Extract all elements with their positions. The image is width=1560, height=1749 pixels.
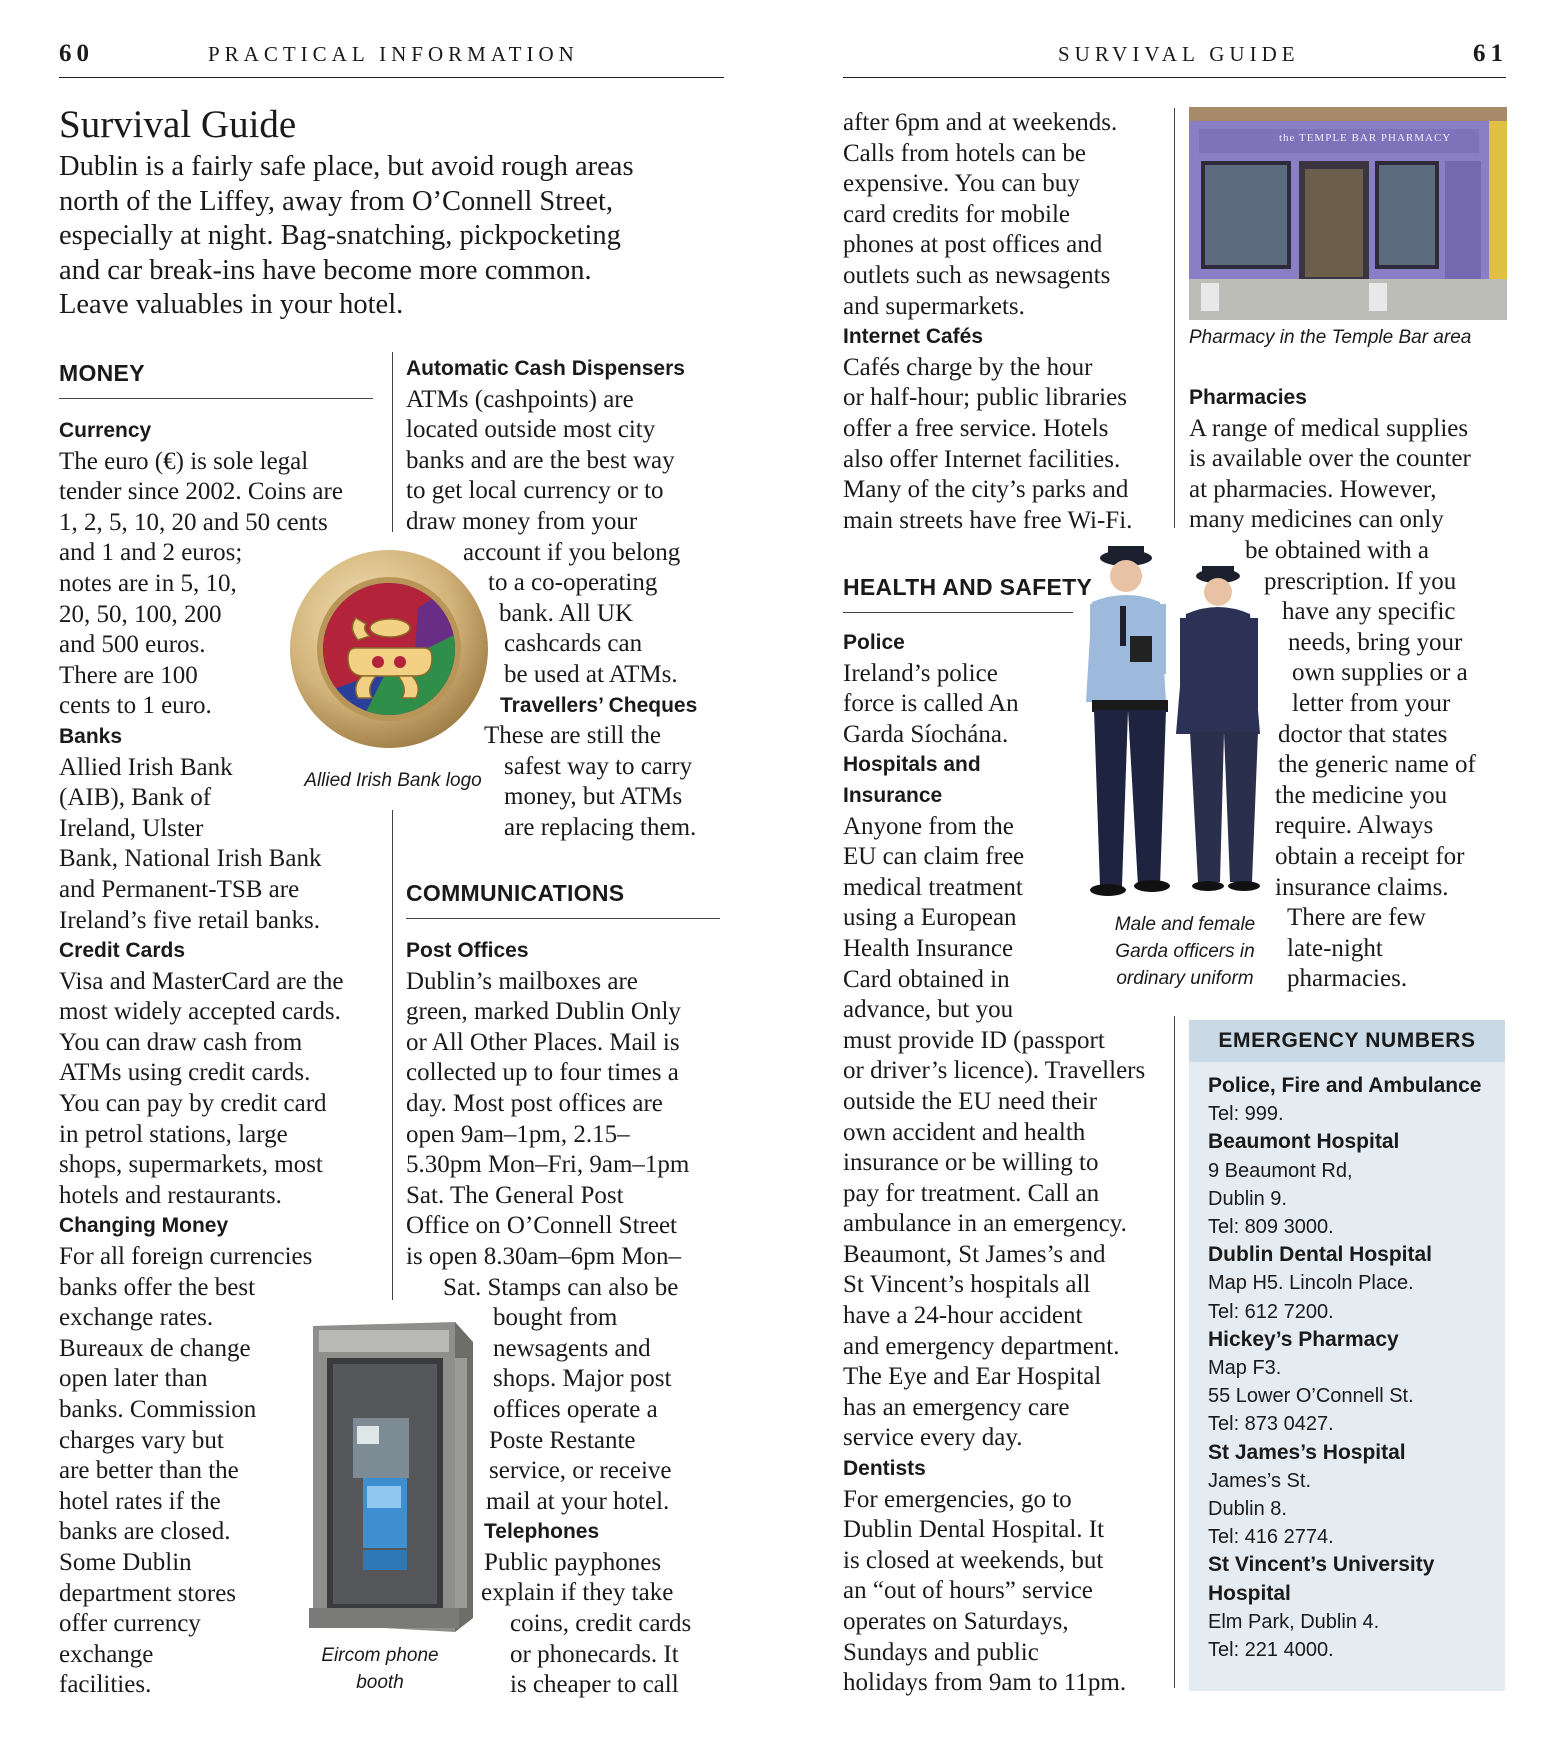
body-line: account if you belong — [463, 538, 681, 566]
body-line: Ireland’s police — [843, 659, 998, 687]
atm-column — [406, 354, 736, 844]
emergency-entry-detail: Tel: 416 2774. — [1208, 1526, 1334, 1549]
body-line: Health Insurance — [843, 934, 1014, 962]
caption-line: Garda officers in — [1115, 941, 1255, 962]
body-line: hotels and restaurants. — [59, 1181, 282, 1209]
emergency-entry-detail: Map F3. — [1208, 1357, 1282, 1380]
emergency-entry-detail: Dublin 9. — [1208, 1187, 1287, 1210]
emergency-entry-detail: Dublin 8. — [1208, 1498, 1287, 1521]
body-line: Some Dublin — [59, 1548, 192, 1576]
body-line: and emergency department. — [843, 1332, 1120, 1360]
body-line: have a 24-hour accident — [843, 1302, 1083, 1330]
body-line: Garda Síochána. — [843, 720, 1009, 748]
body-line: or phonecards. It — [510, 1640, 679, 1668]
body-line: open later than — [59, 1365, 208, 1393]
body-line: There are 100 — [59, 661, 198, 689]
pharmacy-sign: the TEMPLE BAR PHARMACY — [1279, 132, 1452, 144]
body-line: also offer Internet facilities. — [843, 445, 1121, 473]
body-line: are better than the — [59, 1457, 239, 1485]
body-line: to a co-operating — [488, 569, 658, 597]
body-line: Bank, National Irish Bank — [59, 845, 322, 873]
body-line: draw money from your — [406, 507, 638, 535]
body-line: and supermarkets. — [843, 292, 1025, 320]
body-line: shops. Major post — [493, 1365, 672, 1393]
eircom-phone-booth-photo — [305, 1318, 475, 1636]
body-line: mail at your hotel. — [486, 1487, 670, 1515]
body-line: holidays from 9am to 11pm. — [843, 1669, 1127, 1697]
intro-line: Leave valuables in your hotel. — [59, 289, 404, 320]
body-line: Bureaux de change — [59, 1334, 251, 1362]
page-title: Survival Guide — [59, 103, 297, 146]
body-line: 1, 2, 5, 10, 20 and 50 cents — [59, 508, 328, 536]
body-line: or driver’s licence). Travellers — [843, 1057, 1146, 1085]
body-line: medical treatment — [843, 873, 1023, 901]
body-line: Dublin Dental Hospital. It — [843, 1516, 1105, 1544]
money-rule — [59, 398, 373, 399]
body-line: in petrol stations, large — [59, 1120, 288, 1148]
body-line: Dublin’s mailboxes are — [406, 967, 638, 995]
body-line: card credits for mobile — [843, 200, 1070, 228]
left-page-number: 60 — [59, 40, 94, 67]
body-line: open 9am–1pm, 2.15– — [406, 1120, 630, 1148]
body-line: The euro (€) is sole legal — [59, 447, 309, 475]
body-line: advance, but you — [843, 996, 1014, 1024]
emergency-entry-name: Hickey’s Pharmacy — [1208, 1327, 1399, 1351]
body-line: and 1 and 2 euros; — [59, 539, 243, 567]
body-line: St Vincent’s hospitals all — [843, 1271, 1091, 1299]
communications-heading: COMMUNICATIONS — [406, 880, 625, 906]
aib-logo-caption: Allied Irish Bank logo — [304, 770, 482, 791]
body-line: Anyone from the — [843, 812, 1014, 840]
caption-line: ordinary uniform — [1116, 968, 1254, 989]
intro-line: and car break-ins have become more common. — [59, 254, 592, 286]
body-line: banks are closed. — [59, 1518, 231, 1546]
intro-line: Dublin is a fairly safe place, but avoid rough areas — [59, 151, 634, 182]
emergency-entry-name: Police, Fire and Ambulance — [1208, 1074, 1482, 1097]
body-line: cashcards can — [504, 630, 643, 658]
body-line: explain if they take — [481, 1579, 674, 1607]
telephones-continued — [843, 108, 1173, 536]
body-line: For emergencies, go to — [843, 1485, 1072, 1513]
emergency-entry-detail: Tel: 873 0427. — [1208, 1413, 1334, 1436]
body-line: is open 8.30am–6pm Mon– — [406, 1242, 681, 1270]
police-heading: Police — [843, 631, 905, 654]
left-running-head: PRACTICAL INFORMATION — [208, 42, 579, 66]
body-line: shops, supermarkets, most — [59, 1151, 323, 1179]
emergency-entry-detail: Tel: 612 7200. — [1208, 1300, 1334, 1323]
body-line: safest way to carry — [504, 752, 693, 780]
column-rule — [392, 810, 393, 1300]
body-line: day. Most post offices are — [406, 1089, 663, 1117]
body-line: exchange rates. — [59, 1304, 214, 1332]
body-line: pharmacies. — [1287, 965, 1408, 993]
body-line: insurance claims. — [1275, 873, 1449, 901]
emergency-entry-detail: 55 Lower O’Connell St. — [1208, 1385, 1414, 1408]
intro-line: especially at night. Bag-snatching, pickpocketing — [59, 220, 621, 251]
phone-booth-caption — [305, 1642, 455, 1696]
intro-line: north of the Liffey, away from O’Connell Street, — [59, 185, 614, 217]
body-line: are replacing them. — [504, 813, 697, 841]
body-line: department stores — [59, 1579, 237, 1607]
internet-cafes-heading: Internet Cafés — [843, 325, 984, 349]
caption-line: booth — [356, 1672, 404, 1693]
body-line: offer currency — [59, 1610, 201, 1638]
emergency-entry-detail: Tel: 809 3000. — [1208, 1216, 1334, 1239]
body-line: late-night — [1287, 934, 1383, 962]
body-line: You can draw cash from — [59, 1028, 303, 1056]
body-line: pay for treatment. Call an — [843, 1179, 1100, 1207]
communications-rule — [406, 918, 720, 919]
body-line: and 500 euros. — [59, 631, 206, 659]
body-line: ambulance in an emergency. — [843, 1210, 1127, 1238]
body-line: obtain a receipt for — [1275, 842, 1465, 870]
atm-heading: Automatic Cash Dispensers — [406, 357, 685, 380]
body-line: using a European — [843, 904, 1017, 932]
body-line: or All Other Places. Mail is — [406, 1028, 680, 1056]
body-line: phones at post offices and — [843, 231, 1103, 259]
body-line: own supplies or a — [1292, 659, 1468, 687]
body-line: These are still the — [484, 722, 662, 750]
caption-line: Male and female — [1114, 914, 1256, 935]
body-line: coins, credit cards — [510, 1610, 692, 1638]
body-line: prescription. If you — [1264, 567, 1457, 595]
money-heading: MONEY — [59, 360, 145, 386]
body-line: Sat. Stamps can also be — [443, 1273, 679, 1301]
body-line: most widely accepted cards. — [59, 998, 341, 1026]
body-line: insurance or be willing to — [843, 1149, 1099, 1177]
body-line: Public payphones — [484, 1548, 662, 1576]
body-line: after 6pm and at weekends. — [843, 109, 1118, 136]
temple-bar-pharmacy-photo — [1189, 107, 1507, 320]
health-safety-rule — [843, 612, 1073, 613]
body-line: There are few — [1287, 904, 1426, 932]
body-line: banks and are the best way — [406, 446, 675, 474]
body-line: outlets such as newsagents — [843, 261, 1111, 289]
currency-heading: Currency — [59, 419, 152, 442]
hospitals-heading: Hospitals and — [843, 753, 981, 777]
body-line: to get local currency or to — [406, 477, 664, 505]
banks-heading: Banks — [59, 724, 123, 748]
body-line: Many of the city’s parks and — [843, 476, 1129, 504]
emergency-entry-detail: Elm Park, Dublin 4. — [1208, 1610, 1380, 1633]
changing-money-heading: Changing Money — [59, 1214, 229, 1238]
body-line: bought from — [493, 1304, 618, 1332]
body-line: Visa and MasterCard are the — [59, 967, 344, 995]
body-line: has an emergency care — [843, 1393, 1070, 1421]
left-header-rule — [59, 77, 724, 78]
body-line: is cheaper to call — [510, 1671, 679, 1699]
body-line: be used at ATMs. — [504, 660, 678, 688]
body-line: collected up to four times a — [406, 1059, 679, 1087]
body-line: Cafés charge by the hour — [843, 353, 1093, 381]
emergency-entry-detail: Tel: 999. — [1208, 1103, 1284, 1126]
body-line: Calls from hotels can be — [843, 139, 1086, 167]
body-line: Allied Irish Bank — [59, 753, 233, 781]
body-line: A range of medical supplies — [1189, 414, 1469, 442]
pharmacy-caption: Pharmacy in the Temple Bar area — [1189, 327, 1472, 348]
post-offices-heading: Post Offices — [406, 939, 529, 962]
body-line: own accident and health — [843, 1118, 1086, 1146]
body-line: needs, bring your — [1288, 628, 1463, 656]
body-line: located outside most city — [406, 416, 656, 444]
body-line: the generic name of — [1278, 751, 1476, 779]
body-line: is closed at weekends, but — [843, 1546, 1104, 1574]
right-page-number: 61 — [1473, 40, 1508, 67]
body-line: hotel rates if the — [59, 1487, 221, 1515]
body-line: an “out of hours” service — [843, 1577, 1093, 1605]
body-line: doctor that states — [1278, 720, 1448, 748]
body-line: the medicine you — [1275, 781, 1448, 809]
body-line: Sundays and public — [843, 1638, 1039, 1666]
body-line: green, marked Dublin Only — [406, 998, 681, 1026]
body-line: charges vary but — [59, 1426, 224, 1454]
body-line: The Eye and Ear Hospital — [843, 1363, 1102, 1391]
body-line: or half-hour; public libraries — [843, 384, 1127, 412]
emergency-entry-detail: James’s St. — [1208, 1469, 1311, 1492]
body-line: expensive. You can buy — [843, 170, 1080, 198]
body-line: require. Always — [1275, 812, 1434, 840]
body-line: offer a free service. Hotels — [843, 414, 1109, 442]
body-line: many medicines can only — [1189, 506, 1444, 534]
emergency-entry-name: St Vincent’s University Hospital — [1208, 1553, 1435, 1605]
body-line: service, or receive — [489, 1457, 672, 1485]
body-line: Poste Restante — [489, 1426, 636, 1454]
caption-line: Eircom phone — [321, 1645, 439, 1666]
body-line: You can pay by credit card — [59, 1090, 327, 1118]
body-line: service every day. — [843, 1424, 1023, 1452]
body-line: at pharmacies. However, — [1189, 475, 1437, 503]
credit-cards-heading: Credit Cards — [59, 939, 186, 963]
hospitals-heading: Insurance — [843, 783, 943, 807]
body-line: Office on O’Connell Street — [406, 1212, 677, 1240]
body-line: Ireland’s five retail banks. — [59, 906, 321, 934]
body-line: Card obtained in — [843, 965, 1010, 993]
body-line: EU can claim free — [843, 843, 1025, 871]
body-line: outside the EU need their — [843, 1087, 1098, 1115]
body-line: be obtained with a — [1245, 536, 1429, 564]
emergency-entry-name: Dublin Dental Hospital — [1208, 1243, 1433, 1267]
body-line: newsagents and — [493, 1334, 651, 1362]
body-line: must provide ID (passport — [843, 1026, 1105, 1054]
emergency-entry-detail: Map H5. Lincoln Place. — [1208, 1272, 1414, 1295]
body-line: Sat. The General Post — [406, 1181, 624, 1209]
body-line: is available over the counter — [1189, 445, 1471, 473]
body-line: ATMs using credit cards. — [59, 1059, 311, 1087]
body-line: 5.30pm Mon–Fri, 9am–1pm — [406, 1151, 690, 1179]
phone-booth-icon — [305, 1318, 475, 1636]
body-line: notes are in 5, 10, — [59, 569, 237, 597]
body-line: and Permanent-TSB are — [59, 875, 300, 903]
body-line: have any specific — [1282, 598, 1456, 626]
travellers-cheques-heading: Travellers’ Cheques — [500, 693, 698, 717]
body-line: force is called An — [843, 690, 1019, 718]
body-line: For all foreign currencies — [59, 1243, 313, 1271]
pharmacies-heading: Pharmacies — [1189, 386, 1307, 409]
dentists-heading: Dentists — [843, 1457, 926, 1481]
pharmacies-column — [1189, 383, 1519, 995]
body-line: exchange — [59, 1640, 154, 1668]
emergency-entry-detail: Tel: 221 4000. — [1208, 1639, 1334, 1662]
body-line: letter from your — [1292, 689, 1451, 717]
body-line: (AIB), Bank of — [59, 784, 212, 812]
body-line: banks. Commission — [59, 1396, 257, 1423]
body-line: tender since 2002. Coins are — [59, 478, 343, 506]
body-line: banks offer the best — [59, 1273, 256, 1301]
body-line: 20, 50, 100, 200 — [59, 600, 222, 628]
column-rule — [392, 352, 393, 532]
body-line: offices operate a — [493, 1395, 658, 1423]
body-line: Beaumont, St James’s and — [843, 1240, 1106, 1268]
right-header-rule — [843, 77, 1506, 78]
body-line: money, but ATMs — [504, 783, 683, 811]
body-line: facilities. — [59, 1671, 152, 1699]
column-rule — [1174, 1016, 1175, 1688]
health-safety-heading: HEALTH AND SAFETY — [843, 574, 1093, 600]
body-line: cents to 1 euro. — [59, 692, 212, 720]
emergency-entry-name: Beaumont Hospital — [1208, 1130, 1400, 1154]
body-line: Ireland, Ulster — [59, 814, 204, 842]
telephones-heading: Telephones — [484, 1520, 600, 1544]
body-line: bank. All UK — [499, 599, 634, 627]
body-line: ATMs (cashpoints) are — [406, 385, 634, 413]
emergency-entry-detail: 9 Beaumont Rd, — [1208, 1159, 1353, 1182]
body-line: operates on Saturdays, — [843, 1608, 1069, 1635]
intro-paragraph — [59, 150, 729, 323]
emergency-numbers-list — [1208, 1072, 1498, 1664]
column-rule — [1174, 108, 1175, 528]
right-running-head: SURVIVAL GUIDE — [1058, 42, 1300, 66]
emergency-entry-name: St James’s Hospital — [1208, 1440, 1406, 1464]
emergency-numbers-heading: EMERGENCY NUMBERS — [1189, 1020, 1505, 1062]
body-line: main streets have free Wi-Fi. — [843, 506, 1133, 534]
